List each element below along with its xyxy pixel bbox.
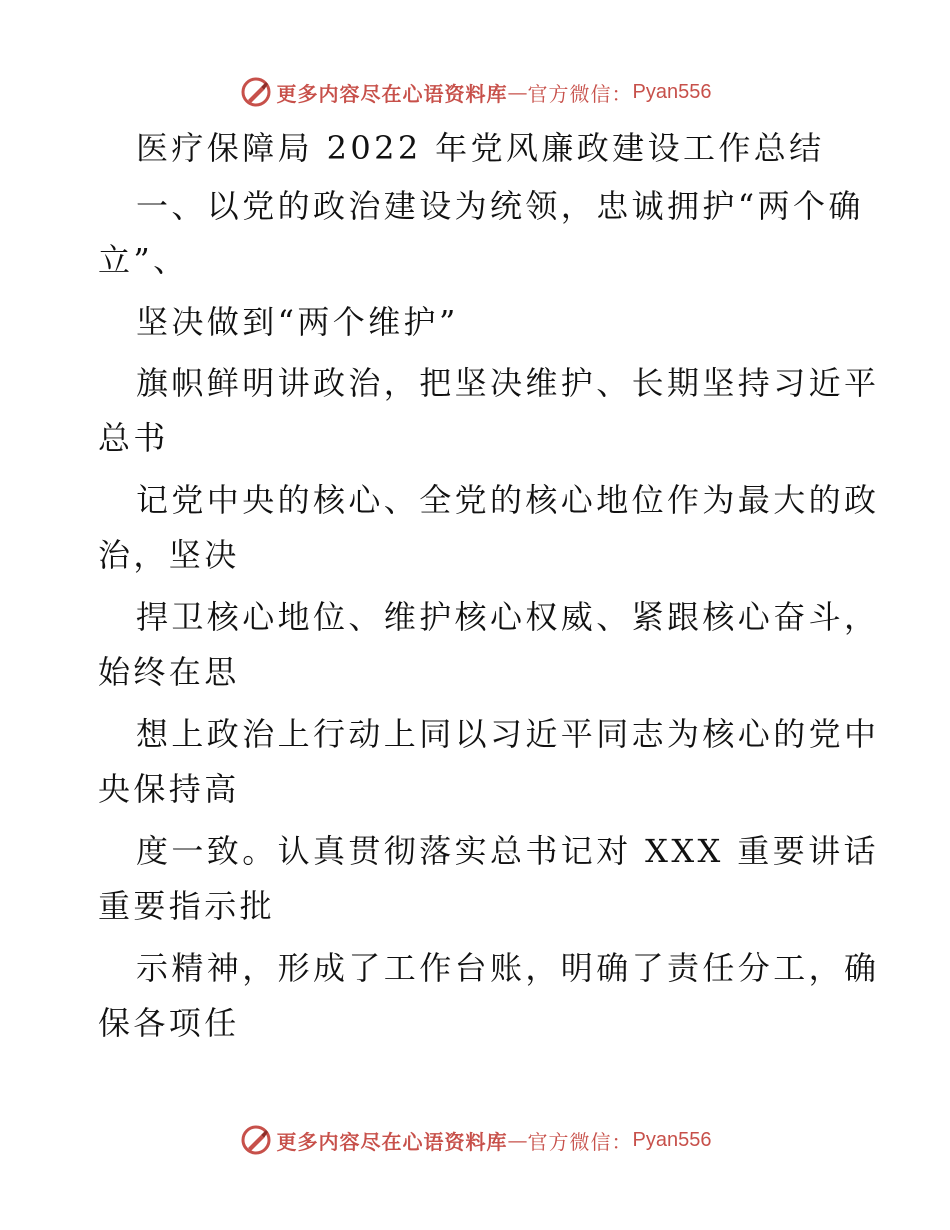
footer-watermark <box>0 1120 950 1160</box>
paragraph-line: 旗帜鲜明讲政治，把坚决维护、长期坚持习近平 <box>136 364 880 402</box>
paragraph-line: 度一致。认真贯彻落实总书记对 XXX 重要讲话 <box>136 832 879 870</box>
pen-logo-icon <box>239 75 273 109</box>
paragraph-line: 重要指示批 <box>98 887 276 925</box>
pen-logo-icon <box>239 1123 273 1157</box>
paragraph-line: 想上政治上行动上同以习近平同志为核心的党中 <box>136 715 880 753</box>
paragraph-line: 立”、 <box>98 241 189 279</box>
paragraph-line: 一、以党的政治建设为统领，忠诚拥护“两个确 <box>136 187 864 225</box>
watermark-dash: — <box>507 80 528 104</box>
paragraph-line: 治，坚决 <box>98 536 240 574</box>
document-title: 医疗保障局 2022 年党风廉政建设工作总结 <box>136 129 825 167</box>
watermark-brand-text: 更多内容尽在心语资料库 <box>276 81 508 106</box>
paragraph-line: 捍卫核心地位、维护核心权威、紧跟核心奋斗， <box>136 598 880 636</box>
paragraph-line: 坚决做到“两个维护” <box>136 303 459 341</box>
paragraph-line: 总书 <box>98 419 169 457</box>
paragraph-line: 央保持高 <box>98 770 240 808</box>
paragraph-line: 记党中央的核心、全党的核心地位作为最大的政 <box>136 481 880 519</box>
header-watermark <box>0 72 950 112</box>
watermark-contact-label: 官方微信： <box>527 81 633 106</box>
paragraph-line: 保各项任 <box>98 1004 240 1042</box>
watermark-contact-id: Pyan556 <box>632 1128 712 1151</box>
watermark-brand-text: 更多内容尽在心语资料库 <box>276 1129 508 1154</box>
watermark-contact-id: Pyan556 <box>632 80 712 103</box>
watermark-contact-label: 官方微信： <box>527 1129 633 1154</box>
paragraph-line: 示精神，形成了工作台账，明确了责任分工，确 <box>136 949 880 987</box>
watermark-dash: — <box>507 1128 528 1152</box>
paragraph-line: 始终在思 <box>98 653 240 691</box>
